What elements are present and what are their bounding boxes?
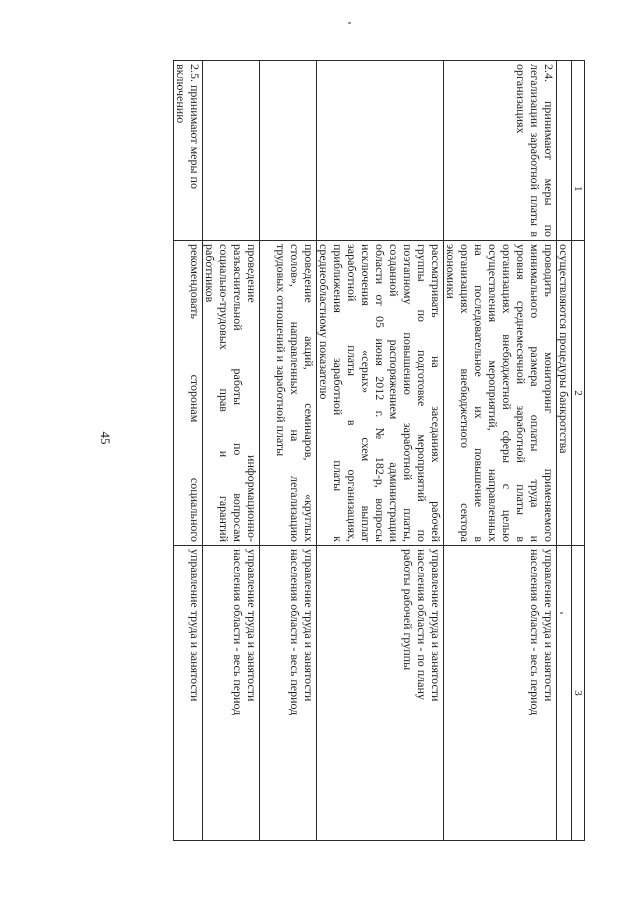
responsible-cell bbox=[260, 546, 317, 841]
responsible-line: управление труда и занятости bbox=[245, 549, 259, 702]
action-cell bbox=[444, 241, 557, 546]
header-col-2: 2 bbox=[572, 241, 585, 546]
action-line: созданной распоряжением администрации bbox=[387, 244, 401, 542]
action-line: проведение акций, семинаров, «круглых bbox=[302, 244, 316, 542]
measures-table bbox=[173, 60, 585, 841]
action-line: экономики bbox=[444, 244, 458, 299]
action-line: уровня среднемесячной заработной платы в bbox=[514, 244, 528, 542]
action-line: разъяснительной работы по вопросам bbox=[231, 244, 245, 542]
measure-cell bbox=[174, 61, 203, 241]
action-cell bbox=[174, 241, 203, 546]
responsible-line: работы рабочей группы bbox=[401, 549, 415, 671]
responsible-line: населения области - по плану bbox=[415, 549, 429, 700]
table-header-row bbox=[572, 61, 585, 841]
table-row bbox=[317, 61, 444, 841]
action-line: работников bbox=[203, 244, 217, 303]
action-line: на последовательное их повышение в bbox=[472, 244, 486, 542]
measure-cell bbox=[444, 61, 557, 241]
header-col-1: 1 bbox=[572, 61, 585, 241]
action-line: столов», направленных на легализацию bbox=[288, 244, 302, 542]
action-line: области от 05 июня 2012 г. № 182-р, вопросы bbox=[373, 244, 387, 542]
measure-cell bbox=[317, 61, 444, 241]
action-line: осуществления мероприятий, направленных bbox=[486, 244, 500, 542]
page-number: 45 bbox=[98, 431, 113, 445]
action-cell bbox=[317, 241, 444, 546]
measure-line: 2.5. принимают меры по включению bbox=[174, 64, 202, 189]
measure-cell bbox=[203, 61, 260, 241]
measure-line: организациях bbox=[514, 64, 528, 134]
action-line: заработной платы в организациях, bbox=[345, 244, 359, 542]
action-line: организациях внебюджетного сектора bbox=[458, 244, 472, 542]
table-row bbox=[260, 61, 317, 841]
action-line: группы по подготовке мероприятий по bbox=[415, 244, 429, 542]
banner-blank bbox=[557, 61, 572, 241]
responsible-line: управление труда и занятости bbox=[302, 549, 316, 702]
banner-blank-right bbox=[557, 546, 572, 841]
action-line: минимального размера оплаты труда и bbox=[528, 244, 542, 542]
measure-line: легализации заработной платы в bbox=[528, 64, 542, 237]
responsible-line: населения области - весь период bbox=[231, 549, 245, 716]
action-line: поэтапному повышению заработной платы, bbox=[401, 244, 415, 542]
responsible-cell bbox=[317, 546, 444, 841]
banner-text: осуществляются процедуры банкротства bbox=[557, 241, 572, 546]
measure-line: 2.4. принимают меры по bbox=[542, 64, 556, 237]
action-line: социально-трудовых прав и гарантий bbox=[217, 244, 231, 542]
measure-cell bbox=[260, 61, 317, 241]
action-line: рекомендовать сторонам социального bbox=[188, 244, 202, 542]
responsible-line: управление труда и занятости bbox=[542, 549, 556, 702]
action-line: проведение информационно- bbox=[245, 244, 259, 542]
scan-speck bbox=[348, 22, 351, 24]
action-line: среднеобластному показателю bbox=[317, 244, 331, 400]
header-col-3: 3 bbox=[572, 546, 585, 841]
action-line: рассматривать на заседаниях рабочей bbox=[429, 244, 443, 542]
action-cell bbox=[203, 241, 260, 546]
action-line: исключения «серых» схем выплат bbox=[359, 244, 373, 542]
responsible-cell bbox=[203, 546, 260, 841]
action-line: организациях внебюджетной сферы с целью bbox=[500, 244, 514, 542]
responsible-line: населения области - весь период bbox=[288, 549, 302, 716]
action-line: трудовых отношений и заработной платы bbox=[274, 244, 288, 457]
table-row bbox=[444, 61, 557, 841]
action-line: приближения заработной платы к bbox=[331, 244, 345, 542]
responsible-line: управление труда и занятости bbox=[188, 549, 202, 702]
table-row bbox=[174, 61, 203, 841]
document-table-rotated bbox=[140, 60, 585, 840]
responsible-cell bbox=[444, 546, 557, 841]
scan-speck bbox=[560, 612, 563, 614]
table-row bbox=[203, 61, 260, 841]
action-line: проводить мониторинг применяемого bbox=[542, 244, 556, 542]
action-cell bbox=[260, 241, 317, 546]
responsible-line: управление труда и занятости bbox=[429, 549, 443, 702]
table-row-banner bbox=[557, 61, 572, 841]
responsible-line: населения области - весь период bbox=[528, 549, 542, 716]
responsible-cell bbox=[174, 546, 203, 841]
